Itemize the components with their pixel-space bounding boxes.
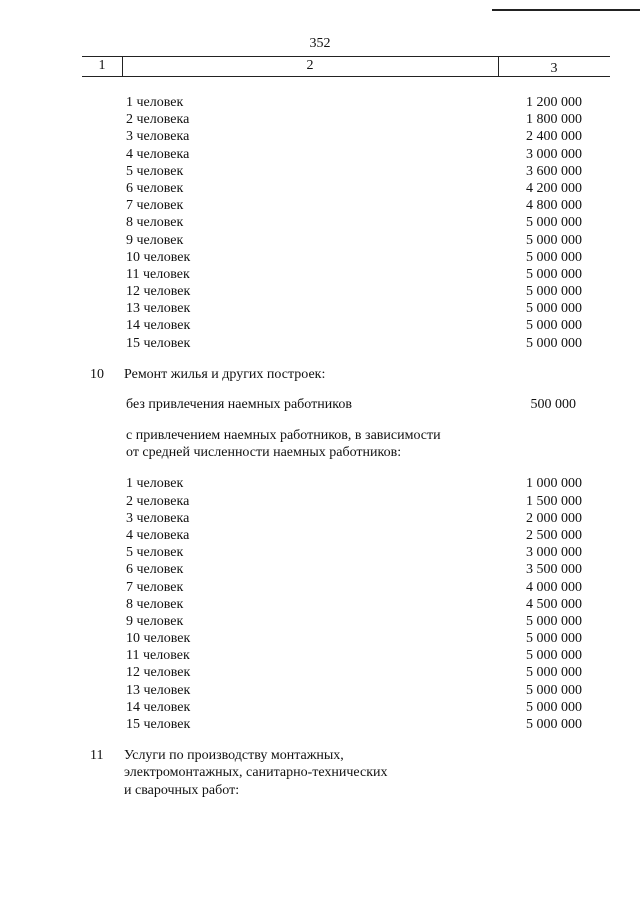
row-value: 5 000 000 — [526, 613, 582, 629]
row-value: 4 200 000 — [526, 180, 582, 196]
table-row — [0, 111, 640, 128]
row-value: 5 000 000 — [526, 648, 582, 664]
with-hired-line-2 — [0, 444, 640, 461]
row-value: 5 000 000 — [526, 215, 582, 231]
row-value: 1 800 000 — [526, 112, 582, 128]
item-11-line-2: электромонтажных, санитарно-технических — [124, 765, 388, 781]
with-hired-text-1: с привлечением наемных работников, в зависимости — [126, 428, 441, 443]
row-value: 4 500 000 — [526, 596, 582, 612]
row-value: 5 000 000 — [526, 631, 582, 647]
item-11-line-2-row — [0, 764, 640, 781]
row-value: 5 000 000 — [526, 699, 582, 715]
table-row — [0, 561, 640, 578]
row-label: 10 человек — [126, 249, 191, 265]
table-row — [0, 283, 640, 300]
row-value: 1 500 000 — [526, 493, 582, 509]
row-label: 11 человек — [126, 266, 190, 282]
row-label: 7 человек — [126, 579, 184, 595]
row-label: 12 человек — [126, 665, 191, 681]
row-label: 12 человек — [126, 284, 191, 300]
table-body — [0, 94, 640, 799]
row-label: 3 человека — [126, 129, 190, 145]
row-value: 5 000 000 — [526, 665, 582, 681]
table-row — [0, 544, 640, 561]
table-row — [0, 94, 640, 111]
block1-rows — [0, 94, 640, 352]
row-label: 14 человек — [126, 318, 191, 334]
row-label: 2 человека — [126, 493, 190, 509]
row-value: 1 000 000 — [526, 476, 582, 492]
item-10-number: 10 — [90, 366, 104, 382]
table-row — [0, 146, 640, 163]
item-11-number: 11 — [90, 748, 104, 764]
table-row — [0, 197, 640, 214]
table-row — [0, 630, 640, 647]
column-2-label: 2 — [306, 58, 314, 73]
without-hired-label: без привлечения наемных работников — [126, 396, 352, 412]
table-row — [0, 579, 640, 596]
row-value: 2 000 000 — [526, 510, 582, 526]
item-11-line-3-row — [0, 782, 640, 799]
table-row — [0, 335, 640, 352]
row-value: 5 000 000 — [526, 717, 582, 732]
row-label: 9 человек — [126, 232, 184, 248]
table-row — [0, 128, 640, 145]
page-number: 352 — [309, 36, 331, 51]
row-label: 6 человек — [126, 562, 184, 578]
column-header — [82, 56, 610, 76]
table-row — [0, 232, 640, 249]
row-label: 13 человек — [126, 301, 191, 317]
table-row — [0, 613, 640, 630]
table-row — [0, 180, 640, 197]
table-row — [0, 510, 640, 527]
header-top-rule — [82, 56, 610, 57]
row-label: 8 человек — [126, 596, 184, 612]
row-label: 10 человек — [126, 631, 191, 647]
table-row — [0, 664, 640, 681]
block2-rows — [0, 475, 640, 733]
row-value: 1 200 000 — [526, 95, 582, 110]
row-label: 13 человек — [126, 682, 191, 698]
table-row — [0, 475, 640, 492]
table-row — [0, 716, 640, 733]
table-row — [0, 596, 640, 613]
row-value: 3 500 000 — [526, 562, 582, 578]
item-11-line-1: Услуги по производству монтажных, — [124, 748, 344, 764]
without-hired-row — [0, 396, 640, 413]
row-label: 6 человек — [126, 180, 184, 196]
row-label: 3 человека — [126, 510, 190, 526]
row-value: 2 400 000 — [526, 129, 582, 145]
row-value: 4 800 000 — [526, 198, 582, 214]
table-row — [0, 300, 640, 317]
item-10-title: Ремонт жилья и других построек: — [124, 366, 326, 382]
table-row — [0, 682, 640, 699]
without-hired-value: 500 000 — [530, 396, 576, 412]
table-row — [0, 317, 640, 334]
column-3-label: 3 — [550, 61, 558, 76]
row-value: 5 000 000 — [526, 249, 582, 265]
with-hired-line-1 — [0, 427, 640, 444]
header-bottom-rule — [82, 76, 610, 77]
row-value: 2 500 000 — [526, 527, 582, 543]
row-value: 5 000 000 — [526, 232, 582, 248]
row-label: 4 человека — [126, 527, 190, 543]
row-label: 9 человек — [126, 613, 184, 629]
row-value: 3 000 000 — [526, 146, 582, 162]
with-hired-text-2: от средней численности наемных работников: — [126, 445, 402, 461]
row-label: 5 человек — [126, 545, 184, 561]
row-value: 5 000 000 — [526, 335, 582, 351]
row-value: 3 000 000 — [526, 545, 582, 561]
row-label: 8 человек — [126, 215, 184, 231]
row-value: 3 600 000 — [526, 163, 582, 179]
row-value: 4 000 000 — [526, 579, 582, 595]
item-11-heading — [0, 747, 640, 764]
item-11-line-3: и сварочных работ: — [124, 782, 240, 798]
table-row — [0, 647, 640, 664]
table-row — [0, 699, 640, 716]
item-10-heading — [0, 366, 640, 386]
table-row — [0, 266, 640, 283]
row-label: 4 человека — [126, 146, 190, 162]
table-row — [0, 249, 640, 266]
row-value: 5 000 000 — [526, 266, 582, 282]
table-row — [0, 163, 640, 180]
row-value: 5 000 000 — [526, 284, 582, 300]
row-label: 7 человек — [126, 198, 184, 214]
column-1-label: 1 — [98, 58, 106, 73]
table-row — [0, 493, 640, 510]
row-label: 1 человек — [126, 95, 184, 110]
row-label: 5 человек — [126, 163, 184, 179]
row-label: 14 человек — [126, 699, 191, 715]
row-value: 5 000 000 — [526, 682, 582, 698]
row-value: 5 000 000 — [526, 301, 582, 317]
row-label: 11 человек — [126, 648, 190, 664]
row-label: 2 человека — [126, 112, 190, 128]
table-row — [0, 527, 640, 544]
row-label: 1 человек — [126, 476, 184, 492]
row-label: 15 человек — [126, 335, 191, 351]
row-value: 5 000 000 — [526, 318, 582, 334]
table-row — [0, 214, 640, 231]
top-right-rule — [492, 9, 640, 11]
row-label: 15 человек — [126, 717, 191, 732]
